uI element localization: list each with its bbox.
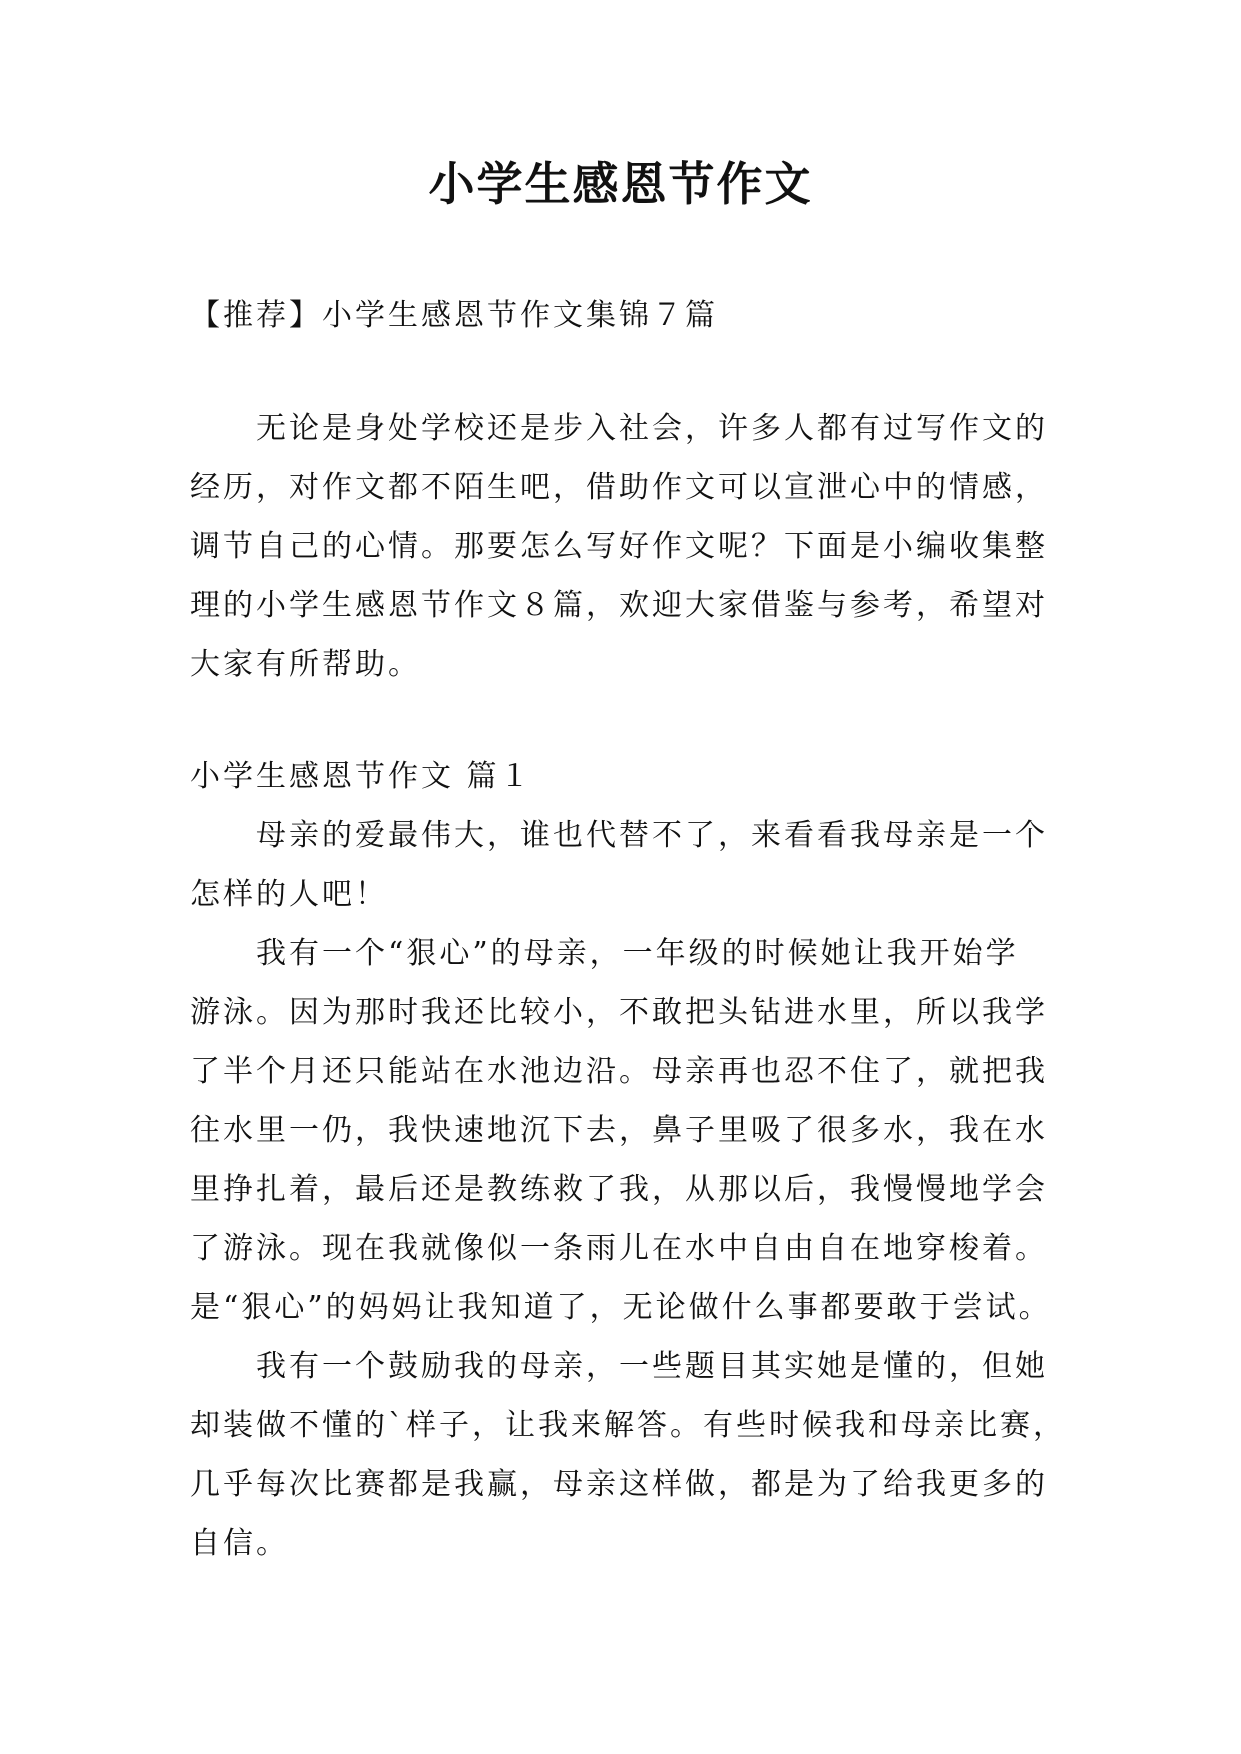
article-section — [190, 747, 1070, 1573]
article-line: 母亲的爱最伟大，谁也代替不了，来看看我母亲是一个 — [256, 818, 1048, 853]
article-line: 了半个月还只能站在水池边沿。母亲再也忍不住了，就把我 — [190, 1054, 1048, 1089]
document-title: 小学生感恩节作文 — [428, 157, 813, 211]
article-line: 怎样的人吧！ — [190, 877, 388, 912]
document-subtitle: 【推荐】小学生感恩节作文集锦７篇 — [190, 298, 718, 333]
article-line: 却装做不懂的`样子，让我来解答。有些时候我和母亲比赛， — [190, 1408, 1066, 1443]
intro-line: 无论是身处学校还是步入社会，许多人都有过写作文的 — [256, 411, 1048, 446]
article-line: 了游泳。现在我就像似一条雨儿在水中自由自在地穿梭着。 — [190, 1231, 1048, 1266]
article-line: 自信。 — [190, 1526, 289, 1561]
article-line: 几乎每次比赛都是我赢，母亲这样做，都是为了给我更多的 — [190, 1467, 1048, 1502]
intro-line: 经历，对作文都不陌生吧，借助作文可以宣泄心中的情感， — [190, 470, 1048, 505]
article-line: 我有一个“狠心”的母亲，一年级的时候她让我开始学 — [256, 936, 1019, 971]
article-heading: 小学生感恩节作文 篇１ — [190, 759, 533, 794]
intro-paragraph — [190, 399, 1070, 694]
intro-line: 理的小学生感恩节作文８篇，欢迎大家借鉴与参考，希望对 — [190, 588, 1048, 623]
intro-line: 大家有所帮助。 — [190, 647, 421, 682]
article-line: 往水里一仍，我快速地沉下去，鼻子里吸了很多水，我在水 — [190, 1113, 1048, 1148]
intro-line: 调节自己的心情。那要怎么写好作文呢？下面是小编收集整 — [190, 529, 1048, 564]
article-line: 是“狠心”的妈妈让我知道了，无论做什么事都要敢于尝试。 — [190, 1290, 1052, 1325]
article-line: 里挣扎着，最后还是教练救了我，从那以后，我慢慢地学会 — [190, 1172, 1048, 1207]
article-line: 游泳。因为那时我还比较小，不敢把头钻进水里，所以我学 — [190, 995, 1048, 1030]
article-line: 我有一个鼓励我的母亲，一些题目其实她是懂的，但她 — [256, 1349, 1048, 1384]
